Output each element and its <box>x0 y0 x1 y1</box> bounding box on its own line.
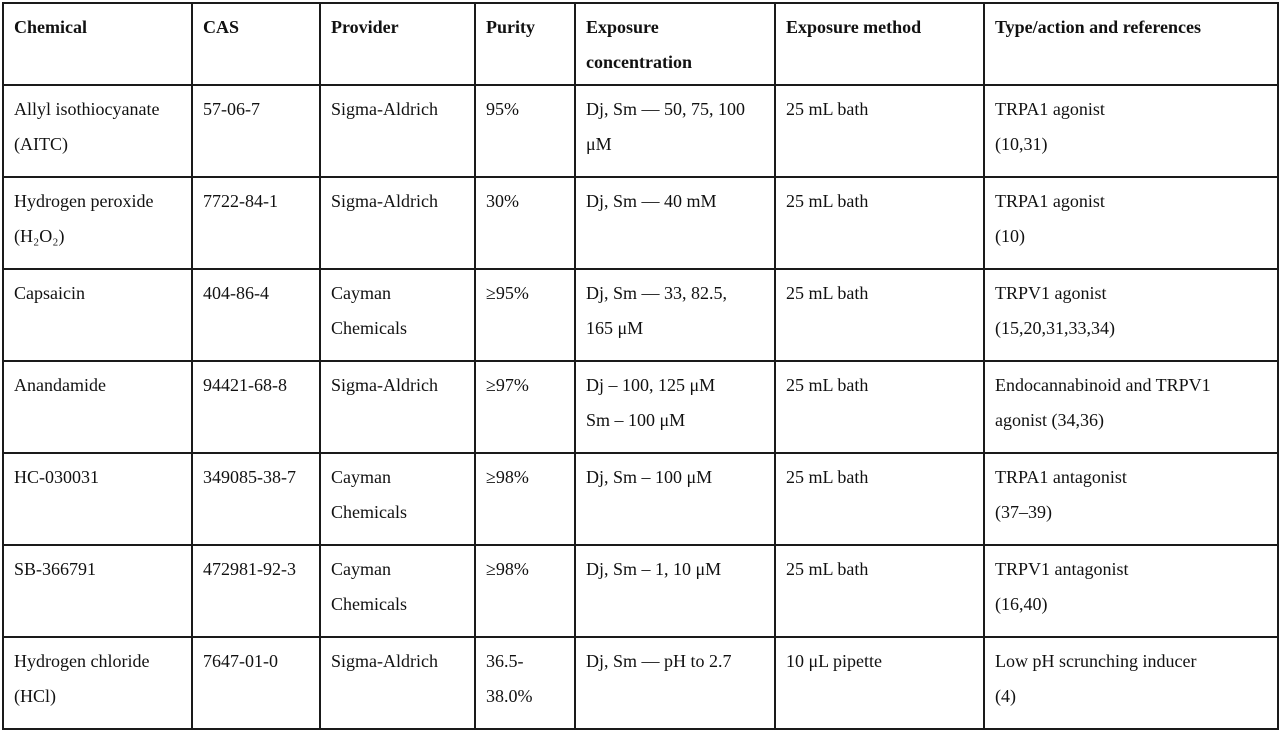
cell-line: SB-366791 <box>14 559 97 579</box>
cell-line: Endocannabinoid and TRPV1 <box>995 375 1211 395</box>
cell-line: Dj – 100, 125 μM <box>586 375 716 395</box>
cell-method: 25 mL bath <box>775 85 984 177</box>
header-exposure-method: Exposure method <box>775 3 984 85</box>
cell-line: Low pH scrunching inducer <box>995 651 1197 671</box>
cell-provider <box>320 453 475 545</box>
cell-line: Sigma-Aldrich <box>331 99 438 119</box>
header-provider: Provider <box>320 3 475 85</box>
cell-line: ≥97% <box>486 375 529 395</box>
cell-method: 25 mL bath <box>775 361 984 453</box>
cell-line: Cayman <box>331 283 391 303</box>
cell-concentration <box>575 361 775 453</box>
cell-line: TRPA1 agonist <box>995 99 1105 119</box>
cell-chemical <box>3 177 192 269</box>
cell-line: μM <box>586 134 612 154</box>
cell-line: 38.0% <box>486 686 533 706</box>
cell-purity <box>475 637 575 729</box>
cell-method: 25 mL bath <box>775 177 984 269</box>
header-chemical: Chemical <box>3 3 192 85</box>
cell-line: 95% <box>486 99 519 119</box>
cell-provider <box>320 361 475 453</box>
cell-purity <box>475 177 575 269</box>
cell-line: Sigma-Aldrich <box>331 375 438 395</box>
cell-action <box>984 269 1278 361</box>
cell-concentration <box>575 269 775 361</box>
cell-chemical <box>3 453 192 545</box>
cell-line: 165 μM <box>586 318 644 338</box>
cell-purity <box>475 453 575 545</box>
cell-line: TRPA1 antagonist <box>995 467 1127 487</box>
cell-line: agonist (34,36) <box>995 410 1104 430</box>
header-purity: Purity <box>475 3 575 85</box>
cell-line: (10) <box>995 226 1025 246</box>
cell-action <box>984 177 1278 269</box>
table-header-row <box>3 3 1278 85</box>
table-row <box>3 269 1278 361</box>
cell-line: Dj, Sm — 40 mM <box>586 191 717 211</box>
cell-line: (10,31) <box>995 134 1048 154</box>
cell-line: ≥95% <box>486 283 529 303</box>
cell-line: Dj, Sm — pH to 2.7 <box>586 651 732 671</box>
table-row <box>3 545 1278 637</box>
cell-concentration <box>575 85 775 177</box>
cell-line: Sigma-Aldrich <box>331 191 438 211</box>
cell-chemical <box>3 545 192 637</box>
cell-line: TRPA1 agonist <box>995 191 1105 211</box>
table-row <box>3 453 1278 545</box>
cell-cas: 7722-84-1 <box>192 177 320 269</box>
cell-line: (HCl) <box>14 686 56 706</box>
cell-cas: 349085-38-7 <box>192 453 320 545</box>
cell-cas: 7647-01-0 <box>192 637 320 729</box>
table-row <box>3 361 1278 453</box>
table-row <box>3 637 1278 729</box>
cell-action <box>984 545 1278 637</box>
cell-concentration <box>575 637 775 729</box>
cell-line: Dj, Sm — 33, 82.5, <box>586 283 728 303</box>
cell-method: 25 mL bath <box>775 453 984 545</box>
cell-chemical <box>3 269 192 361</box>
header-type-action-references: Type/action and references <box>984 3 1278 85</box>
cell-line: Anandamide <box>14 375 106 395</box>
header-exposure-concentration: Exposure concentration <box>575 3 775 85</box>
cell-line: TRPV1 antagonist <box>995 559 1129 579</box>
cell-action <box>984 637 1278 729</box>
cell-action <box>984 85 1278 177</box>
cell-line: Cayman <box>331 559 391 579</box>
cell-chemical <box>3 637 192 729</box>
cell-purity <box>475 545 575 637</box>
table-row <box>3 85 1278 177</box>
cell-concentration <box>575 453 775 545</box>
cell-line: Dj, Sm – 1, 10 μM <box>586 559 722 579</box>
cell-line: ≥98% <box>486 559 529 579</box>
cell-line: (37–39) <box>995 502 1052 522</box>
cell-line: Sm – 100 μM <box>586 410 686 430</box>
cell-provider <box>320 545 475 637</box>
table-row <box>3 177 1278 269</box>
cell-provider <box>320 637 475 729</box>
cell-chemical <box>3 361 192 453</box>
cell-line: Chemicals <box>331 318 407 338</box>
cell-line: Cayman <box>331 467 391 487</box>
cell-concentration <box>575 545 775 637</box>
cell-line: HC-030031 <box>14 467 99 487</box>
cell-method: 10 μL pipette <box>775 637 984 729</box>
header-cas: CAS <box>192 3 320 85</box>
cell-concentration <box>575 177 775 269</box>
cell-line: (AITC) <box>14 134 68 154</box>
cell-provider <box>320 177 475 269</box>
cell-purity <box>475 85 575 177</box>
cell-chemical <box>3 85 192 177</box>
cell-line: Hydrogen peroxide <box>14 191 154 211</box>
cell-line: Chemicals <box>331 502 407 522</box>
cell-purity <box>475 361 575 453</box>
chemicals-table <box>2 2 1279 730</box>
cell-cas: 57-06-7 <box>192 85 320 177</box>
cell-purity <box>475 269 575 361</box>
cell-line: Capsaicin <box>14 283 85 303</box>
cell-action <box>984 453 1278 545</box>
cell-line: Hydrogen chloride <box>14 651 150 671</box>
cell-line: (16,40) <box>995 594 1048 614</box>
cell-method: 25 mL bath <box>775 545 984 637</box>
cell-line: 30% <box>486 191 519 211</box>
cell-provider <box>320 269 475 361</box>
cell-cas: 404-86-4 <box>192 269 320 361</box>
cell-line: Dj, Sm – 100 μM <box>586 467 713 487</box>
cell-line: (H₂O₂) <box>14 226 65 246</box>
cell-line: Allyl isothiocyanate <box>14 99 160 119</box>
cell-line: Sigma-Aldrich <box>331 651 438 671</box>
cell-line: Chemicals <box>331 594 407 614</box>
cell-line: ≥98% <box>486 467 529 487</box>
cell-provider <box>320 85 475 177</box>
cell-cas: 472981-92-3 <box>192 545 320 637</box>
cell-line: Dj, Sm — 50, 75, 100 <box>586 99 746 119</box>
cell-line: TRPV1 agonist <box>995 283 1107 303</box>
cell-line: 36.5- <box>486 651 524 671</box>
cell-cas: 94421-68-8 <box>192 361 320 453</box>
cell-method: 25 mL bath <box>775 269 984 361</box>
cell-action <box>984 361 1278 453</box>
cell-line: (15,20,31,33,34) <box>995 318 1115 338</box>
cell-line: (4) <box>995 686 1016 706</box>
